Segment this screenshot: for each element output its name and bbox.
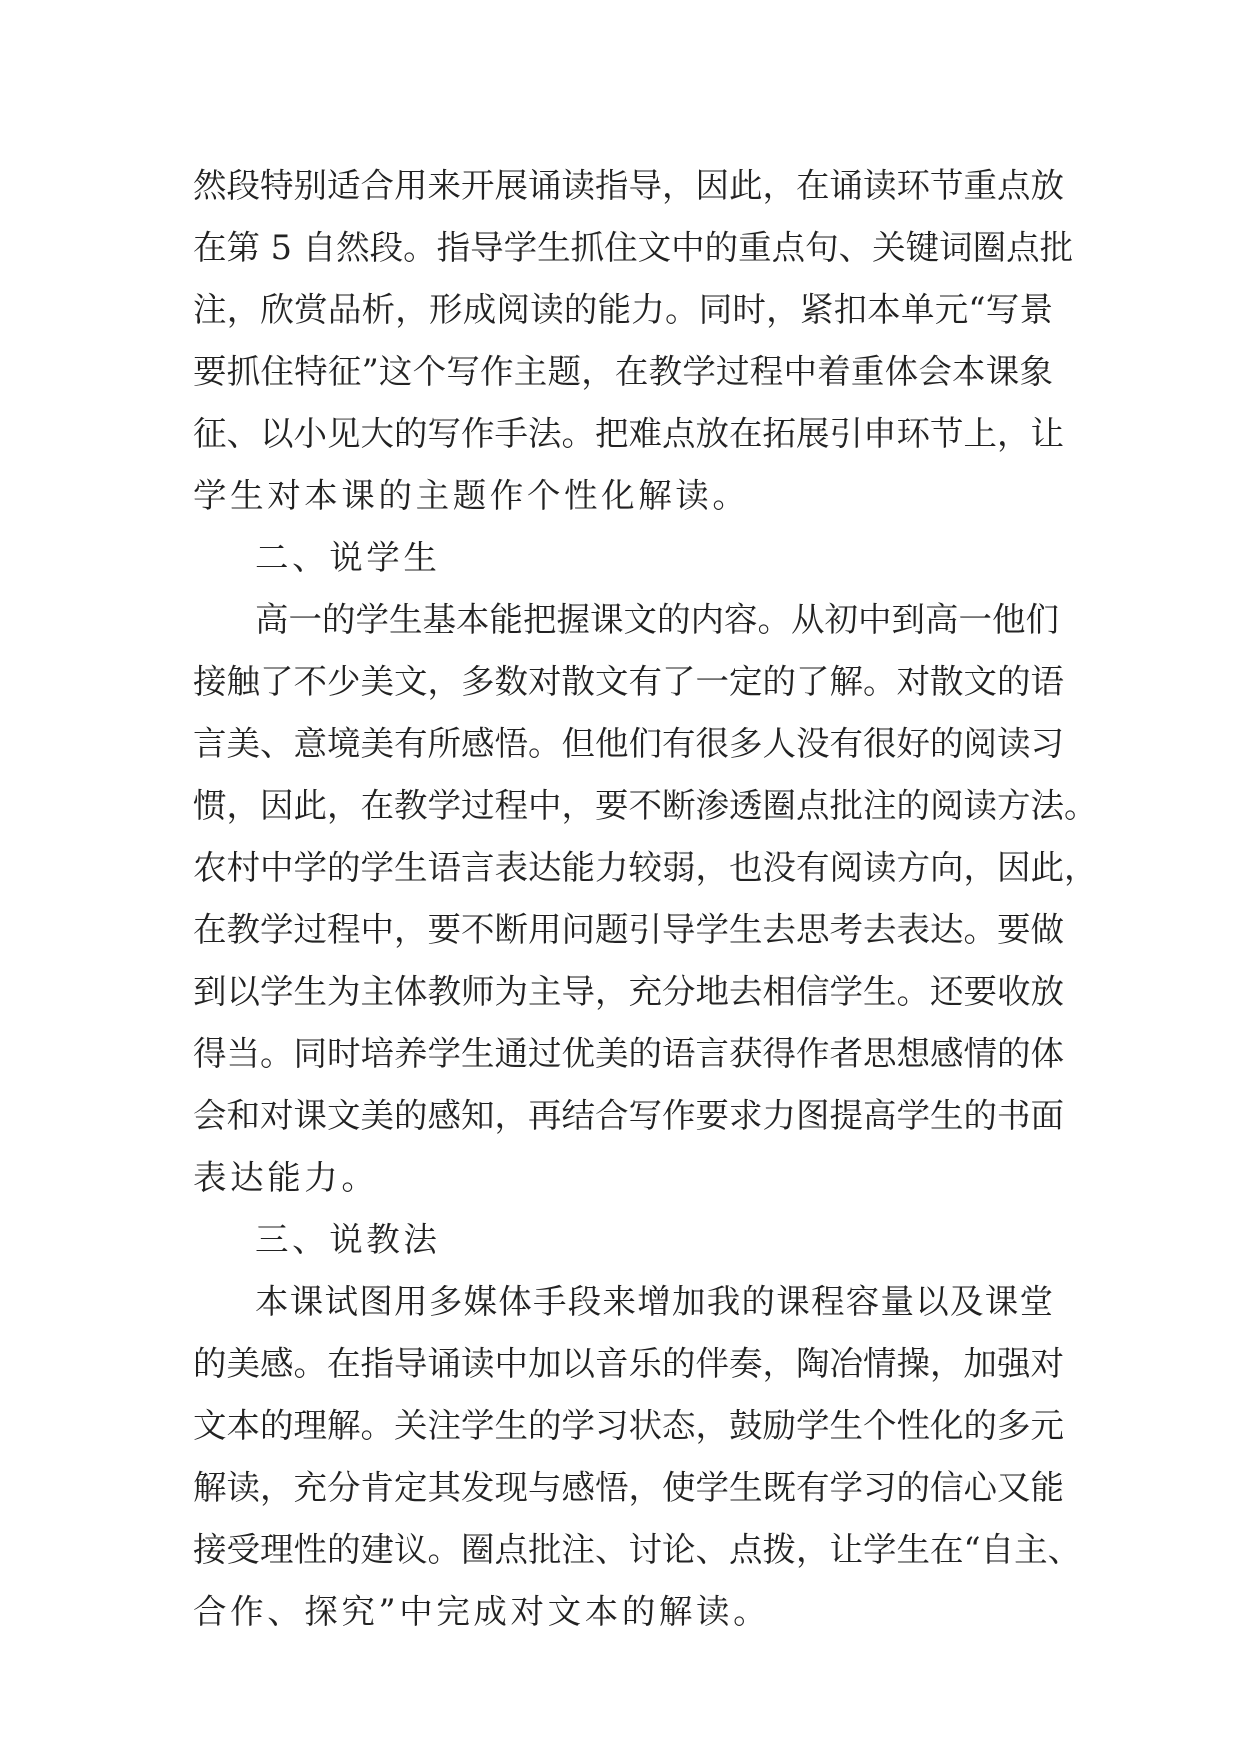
body-text-line: 高一的学生基本能把握课文的内容。从初中到高一他们	[255, 600, 1059, 639]
body-text-line: 要抓住特征”这个写作主题，在教学过程中着重体会本课象	[193, 352, 1053, 391]
body-text-line: 农村中学的学生语言表达能力较弱，也没有阅读方向，因此，	[193, 848, 1098, 887]
body-text-line: 本课试图用多媒体手段来增加我的课程容量以及课堂	[255, 1282, 1053, 1321]
body-text-line: 接受理性的建议。圈点批注、讨论、点拨，让学生在“自主、	[193, 1530, 1082, 1569]
body-text-line: 言美、意境美有所感悟。但他们有很多人没有很好的阅读习	[193, 724, 1064, 763]
body-text-line: 然段特别适合用来开展诵读指导，因此，在诵读环节重点放	[193, 166, 1064, 205]
body-text-line: 在教学过程中，要不断用问题引导学生去思考去表达。要做	[193, 910, 1064, 949]
body-text-line: 到以学生为主体教师为主导，充分地去相信学生。还要收放	[193, 972, 1064, 1011]
body-text-line: 在第 5 自然段。指导学生抓住文中的重点句、关键词圈点批	[193, 228, 1074, 267]
body-text-line: 合作、探究”中完成对文本的解读。	[193, 1592, 771, 1631]
body-text-line: 得当。同时培养学生通过优美的语言获得作者思想感情的体	[193, 1034, 1064, 1073]
section-heading: 三、说教法	[255, 1220, 441, 1259]
body-text-line: 解读，充分肯定其发现与感悟，使学生既有学习的信心又能	[193, 1468, 1064, 1507]
body-text-line: 表达能力。	[193, 1158, 379, 1197]
body-text-line: 文本的理解。关注学生的学习状态，鼓励学生个性化的多元	[193, 1406, 1064, 1445]
body-text-line: 的美感。在指导诵读中加以音乐的伴奏，陶冶情操，加强对	[193, 1344, 1064, 1383]
body-text-line: 学生对本课的主题作个性化解读。	[193, 476, 750, 515]
section-heading: 二、说学生	[255, 538, 441, 577]
body-text-line: 征、以小见大的写作手法。把难点放在拓展引申环节上，让	[193, 414, 1064, 453]
body-text-line: 会和对课文美的感知，再结合写作要求力图提高学生的书面	[193, 1096, 1064, 1135]
body-text-line: 注，欣赏品析，形成阅读的能力。同时，紧扣本单元“写景	[193, 290, 1053, 329]
body-text-line: 惯，因此，在教学过程中，要不断渗透圈点批注的阅读方法。	[193, 786, 1098, 825]
body-text-line: 接触了不少美文，多数对散文有了一定的了解。对散文的语	[193, 662, 1064, 701]
